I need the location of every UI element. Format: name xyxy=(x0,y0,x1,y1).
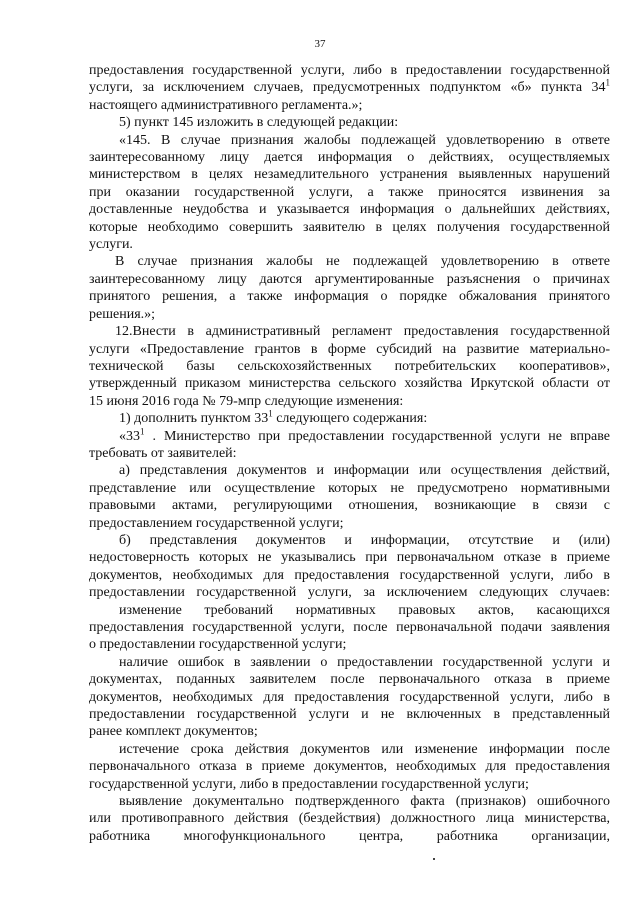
text-line: правовыми актами, регулирующими отношения, возникающие в связи с xyxy=(89,498,610,514)
text-line: технической базы сельскохозяйственных потребительских кооперативов», xyxy=(89,358,610,374)
text-line: или противоправного действия (бездействия) должностного лица министерства, xyxy=(89,811,610,827)
text-line: 12.Внести в административный регламент предоставления государственной xyxy=(115,324,610,340)
text-line: а) представления документов и информации или осуществления действий, xyxy=(119,463,610,479)
text-line: документов, необходимых для предоставления государственной услуги, либо в xyxy=(89,567,610,583)
text-line: предоставлением государственной услуги; xyxy=(89,515,344,531)
superscript: 1 xyxy=(140,425,145,436)
text-line: доставленные неудобства и указывается информация о дальнейших действиях, xyxy=(89,202,610,218)
text-line: первоначального отказа в приеме документов, необходимых для предоставления xyxy=(89,759,610,775)
text-line: выявление документально подтвержденного факта (признаков) ошибочного xyxy=(119,794,610,810)
scan-speck xyxy=(433,858,435,860)
text-line: утвержденный приказом министерства сельского хозяйства Иркутской области от xyxy=(89,376,610,392)
text-line: которые необходимо совершить заявителю в целях получения государственной xyxy=(89,219,610,235)
text-line: настоящего административного регламента.»; xyxy=(89,97,363,113)
text-line: ранее комплект документов; xyxy=(89,724,258,740)
text-line: заинтересованному лицу дается информация о действиях, осуществляемых xyxy=(89,150,610,166)
text-line: при оказании государственной услуги, а также приносятся извинения за xyxy=(89,184,610,200)
text-line: принятого решения, а также информация о порядке обжалования принятого xyxy=(89,289,610,305)
text-line: министерством в целях незамедлительного устранения выявленных нарушений xyxy=(89,167,610,183)
text-line: истечение срока действия документов или изменение информации после xyxy=(119,741,610,757)
text-line: документах, поданных заявителем после первоначального отказа в приеме xyxy=(89,672,610,688)
text-line: В случае признания жалобы не подлежащей удовлетворению в ответе xyxy=(115,254,610,270)
document-body xyxy=(89,62,610,845)
text-line: предоставления государственной услуги, после первоначальной подачи заявления xyxy=(89,620,610,635)
text-line: недостоверность которых не указывались при первоначальном отказе в приеме xyxy=(89,550,610,566)
page-number: 37 xyxy=(314,38,326,50)
text-line: заинтересованному лицу даются аргументированные разъяснения о причинах xyxy=(89,271,610,287)
text-line: предоставлении государственной услуги и не включенных в представленный xyxy=(89,707,610,723)
text-line: о предоставлении государственной услуги; xyxy=(89,637,347,653)
text-line: услуги, за исключением случаев, предусмотренных подпунктом «б» пункта $34^1$ xyxy=(89,77,610,96)
text-line: документов, необходимых для предоставления государственной услуги, либо в xyxy=(89,689,610,705)
text-line: работника многофункционального центра, работника организации, xyxy=(89,828,610,844)
text-line: 15 июня 2016 года № 79-мпр следующие изменения: xyxy=(89,393,404,409)
text-line: изменение требований нормативных правовых актов, касающихся xyxy=(119,602,610,618)
text-line: решения.»; xyxy=(89,306,156,322)
text-line: услуги «Предоставление грантов в форме субсидий на развитие материально- xyxy=(89,341,610,357)
text-line: 1) дополнить пунктом $33^1$ следующего содержания: xyxy=(119,408,428,427)
text-line: «$33^1$ . Министерство при предоставлении государственной услуги не вправе xyxy=(119,425,610,444)
text-line: 5) пункт 145 изложить в следующей редакции: xyxy=(119,115,399,131)
superscript: 1 xyxy=(605,77,610,88)
superscript: 1 xyxy=(268,408,273,419)
text-line: наличие ошибок в заявлении о предоставлении государственной услуги и xyxy=(119,654,610,670)
text-line: требовать от заявителей: xyxy=(89,445,237,461)
text-line: государственной услуги, либо в предоставлении государственной услуги; xyxy=(89,776,529,792)
text-line: представление или осуществление которых не предусмотрено нормативными xyxy=(89,480,610,496)
text-line: предоставления государственной услуги, либо в предоставлении государственной xyxy=(89,63,610,78)
text-line: б) представления документов и информации, отсутствие и (или) xyxy=(119,532,610,548)
text-line: предоставлении государственной услуги, за исключением следующих случаев: xyxy=(89,585,610,601)
text-line: «145. В случае признания жалобы подлежащей удовлетворению в ответе xyxy=(119,132,610,148)
text-line: услуги. xyxy=(89,237,133,253)
